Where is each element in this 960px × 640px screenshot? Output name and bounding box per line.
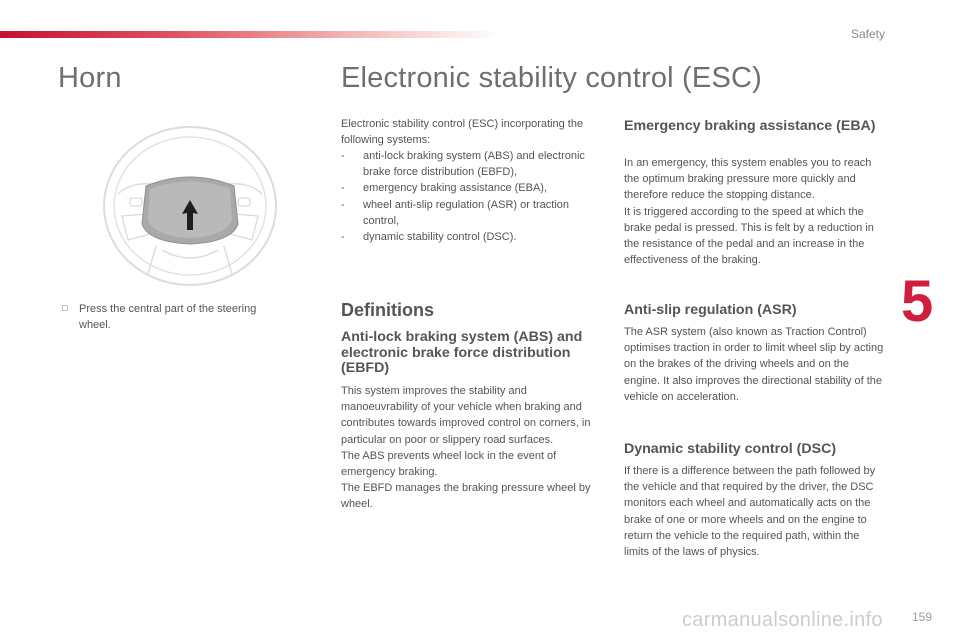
list-item: - wheel anti-slip regulation (ASR) or traction control, [341,198,570,227]
chapter-number: 5 [901,269,934,334]
section-color-bar [0,31,500,38]
paragraph: If there is a difference between the path followed by the vehicle and that required by the driver, the DSC monitors each wheel and automatically acts on the brake of one or more wheels and on the engine to return the vehicle to the required path, within the limits of the laws of physics. [624,465,876,559]
horn-instruction-text: Press the central part of the steering wheel. [79,303,257,332]
list-item: - anti-lock braking system (ABS) and electronic brake force distribution (EBFD), [341,150,585,179]
asr-heading: Anti-slip regulation (ASR) [624,302,797,318]
list-item: - emergency braking assistance (EBA), [341,182,548,195]
watermark: carmanualsonline.info [682,609,883,631]
steering-wheel-illustration [100,124,280,288]
asr-body [624,324,886,405]
horn-title: Horn [58,62,122,94]
dsc-heading: Dynamic stability control (DSC) [624,441,837,457]
section-label: Safety [850,27,885,41]
eba-body [624,155,886,268]
dsc-body [624,463,886,560]
eba-heading: Emergency braking assistance (EBA) [624,118,876,134]
definitions-heading: Definitions [341,300,434,320]
paragraph: This system improves the stability and manoeuvrability of your vehicle when braking and contributes towards improved control on corners, in particular on poor or slippery road surfaces. [341,385,591,446]
esc-intro: Electronic stability control (ESC) incorporating the following systems: [341,118,584,147]
paragraph: It is triggered according to the speed at which the brake pedal is pressed. This is felt by a reduction in the resistance of the pedal and an increase in the effectiveness of the braking. [624,205,874,267]
paragraph: The ASR system (also known as Traction Control) optimises traction in order to limit wheel slip by acting on the brakes of the driving wheels and on the engine. It also improves the directional stability of the vehicle on acceleration. [624,326,884,403]
paragraph: The ABS prevents wheel lock in the event of emergency braking. [341,449,557,479]
abs-body [341,383,599,513]
esc-systems-list [341,148,603,245]
abs-heading: Anti-lock braking system (ABS) and electronic brake force distribution (EBFD) [341,329,583,376]
esc-title: Electronic stability control (ESC) [341,62,762,94]
paragraph: In an emergency, this system enables you to reach the optimum braking pressure more quickly and therefore reduce the stopping distance. [624,157,872,202]
checkbox-bullet-icon: □ [62,303,68,313]
paragraph: The EBFD manages the braking pressure wheel by wheel. [341,482,591,511]
list-item: - dynamic stability control (DSC). [341,231,517,244]
page-number: 159 [912,610,933,624]
horn-instruction [62,301,290,333]
